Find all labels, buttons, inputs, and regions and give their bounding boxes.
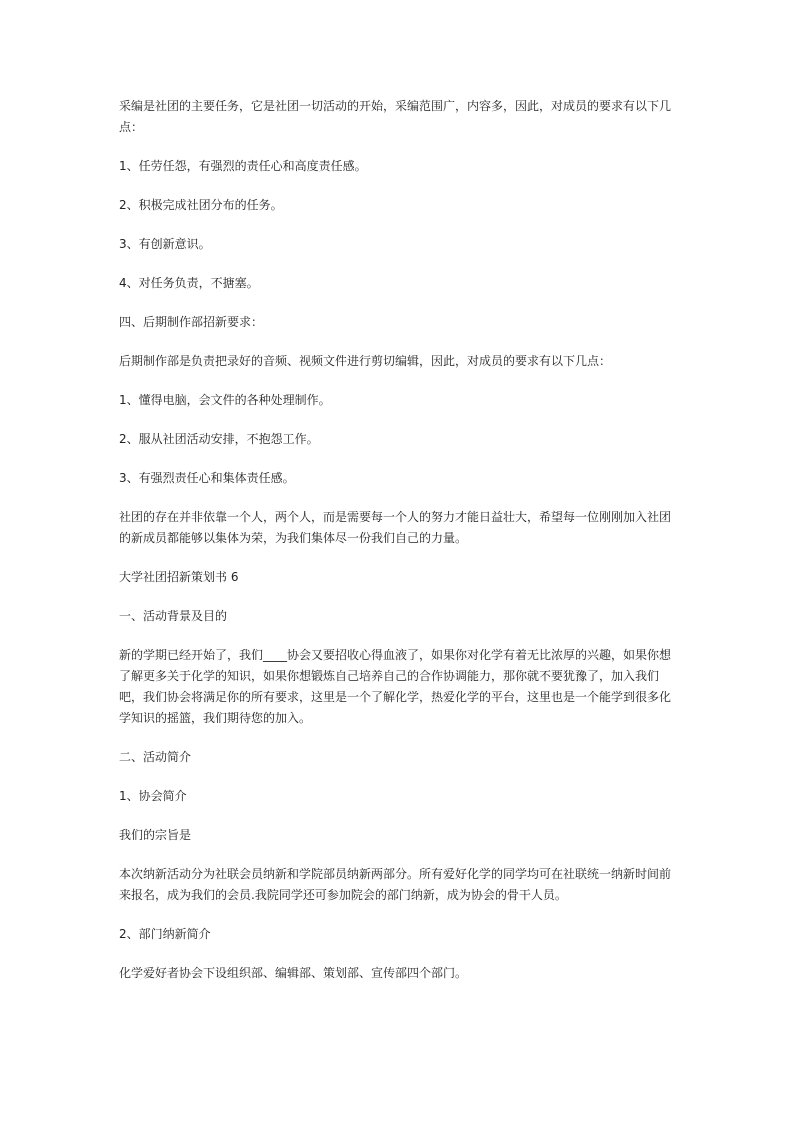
- paragraph: 我们的宗旨是: [119, 828, 192, 842]
- document-body: [119, 96, 679, 1002]
- list-item: 2、服从社团活动安排，不抱怨工作。: [119, 432, 319, 446]
- list-item: 2、积极完成社团分布的任务。: [119, 198, 283, 212]
- document-title: 大学社团招新策划书 6: [119, 570, 239, 584]
- list-item: 3、有创新意识。: [119, 237, 211, 251]
- section-heading: 一、活动背景及目的: [119, 609, 228, 623]
- subsection-heading: 1、协会简介: [119, 789, 187, 803]
- paragraph: 本次纳新活动分为社联会员纳新和学院部员纳新两部分。所有爱好化学的同学均可在社联统一纳新时间前来报名，成为我们的会员.我院同学还可参加院会的部门纳新，成为协会的骨干人员。: [119, 867, 672, 902]
- list-item: 1、任劳任怨，有强烈的责任心和高度责任感。: [119, 159, 367, 173]
- paragraph: 化学爱好者协会下设组织部、编辑部、策划部、宣传部四个部门。: [119, 966, 468, 980]
- list-item: 4、对任务负责，不搪塞。: [119, 276, 259, 290]
- section-heading: 四、后期制作部招新要求：: [119, 315, 264, 329]
- list-item: 3、有强烈责任心和集体责任感。: [119, 471, 295, 485]
- subsection-heading: 2、部门纳新简介: [119, 927, 211, 941]
- paragraph: 社团的存在并非依靠一个人，两个人，而是需要每一个人的努力才能日益壮大，希望每一位刚刚加入社团的新成员都能够以集体为荣，为我们集体尽一份我们自己的力量。: [119, 510, 672, 545]
- paragraph-intro-editing: 采编是社团的主要任务，它是社团一切活动的开始，采编范围广，内容多，因此，对成员的要求有以下几点：: [119, 99, 672, 134]
- list-item: 1、懂得电脑，会文件的各种处理制作。: [119, 393, 331, 407]
- paragraph: 新的学期已经开始了，我们____协会又要招收心得血液了，如果你对化学有着无比浓厚的兴趣，如果你想了解更多关于化学的知识，如果你想锻炼自己培养自己的合作协调能力，那你就不要犹豫了，加入我们吧，我们协会将满足你的所有要求，这里是一个了解化学，热爱化学的平台，这里也是一个能学到很多化学知识的摇篮，我们期待您的加入。: [119, 648, 672, 725]
- paragraph: 后期制作部是负责把录好的音频、视频文件进行剪切编辑，因此，对成员的要求有以下几点：: [119, 354, 612, 368]
- section-heading: 二、活动简介: [119, 750, 192, 764]
